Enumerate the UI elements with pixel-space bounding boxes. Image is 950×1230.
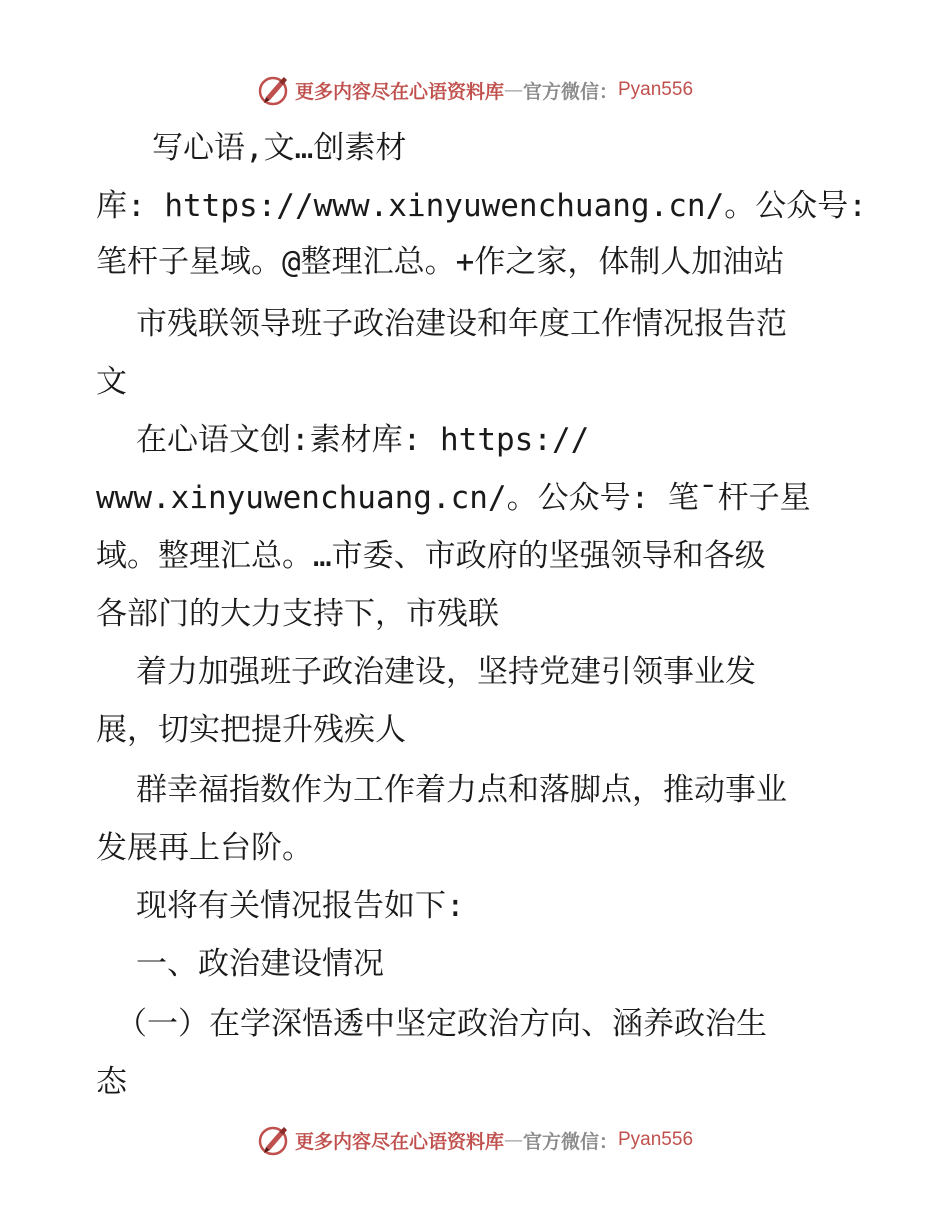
banner-dash: —: [503, 1129, 523, 1151]
text-line: 库: https://www.xinyuwenchuang.cn/。公众号:: [96, 188, 867, 224]
text-line: www.xinyuwenchuang.cn/。公众号: 笔¯杆子星: [96, 480, 811, 516]
text-line: 域。整理汇总。…市委、市政府的坚强领导和各级: [96, 538, 766, 574]
banner-dash: —: [503, 79, 523, 101]
text-line: 群幸福指数作为工作着力点和落脚点，推动事业: [136, 772, 787, 808]
banner-slogan: 更多内容尽在心语资料库: [294, 1130, 504, 1153]
banner-wechat-id: Pyan556: [618, 1129, 694, 1150]
text-line: 笔杆子星域。@整理汇总。+作之家，体制人加油站: [96, 244, 785, 280]
banner-wechat-label: 官方微信：: [522, 1130, 618, 1153]
subsection-heading: （一）在学深悟透中坚定政治方向、涵养政治生: [116, 1006, 767, 1042]
text-line: 着力加强班子政治建设，坚持党建引领事业发: [136, 654, 756, 690]
text-line: 现将有关情况报告如下:: [136, 888, 465, 924]
document-title: 市残联领导班子政治建设和年度工作情况报告范: [136, 306, 787, 342]
section-heading: 一、政治建设情况: [136, 946, 384, 982]
subsection-heading-cont: 态: [96, 1064, 127, 1100]
banner-wechat-id: Pyan556: [618, 79, 694, 100]
text-line: 发展再上台阶。: [96, 830, 313, 866]
text-line: 展，切实把提升残疾人: [96, 712, 406, 748]
banner-wechat-label: 官方微信：: [522, 80, 618, 103]
banner-slogan: 更多内容尽在心语资料库: [294, 80, 504, 103]
footer-banner: [0, 1120, 950, 1160]
pen-logo-icon: [257, 73, 291, 107]
document-title-cont: 文: [96, 364, 127, 400]
text-line: 写心语,文…创素材: [152, 130, 407, 166]
header-banner: [0, 70, 950, 110]
pen-logo-icon: [257, 1123, 291, 1157]
text-line: 在心语文创:素材库: https://: [136, 422, 590, 458]
text-line: 各部门的大力支持下，市残联: [96, 596, 499, 632]
